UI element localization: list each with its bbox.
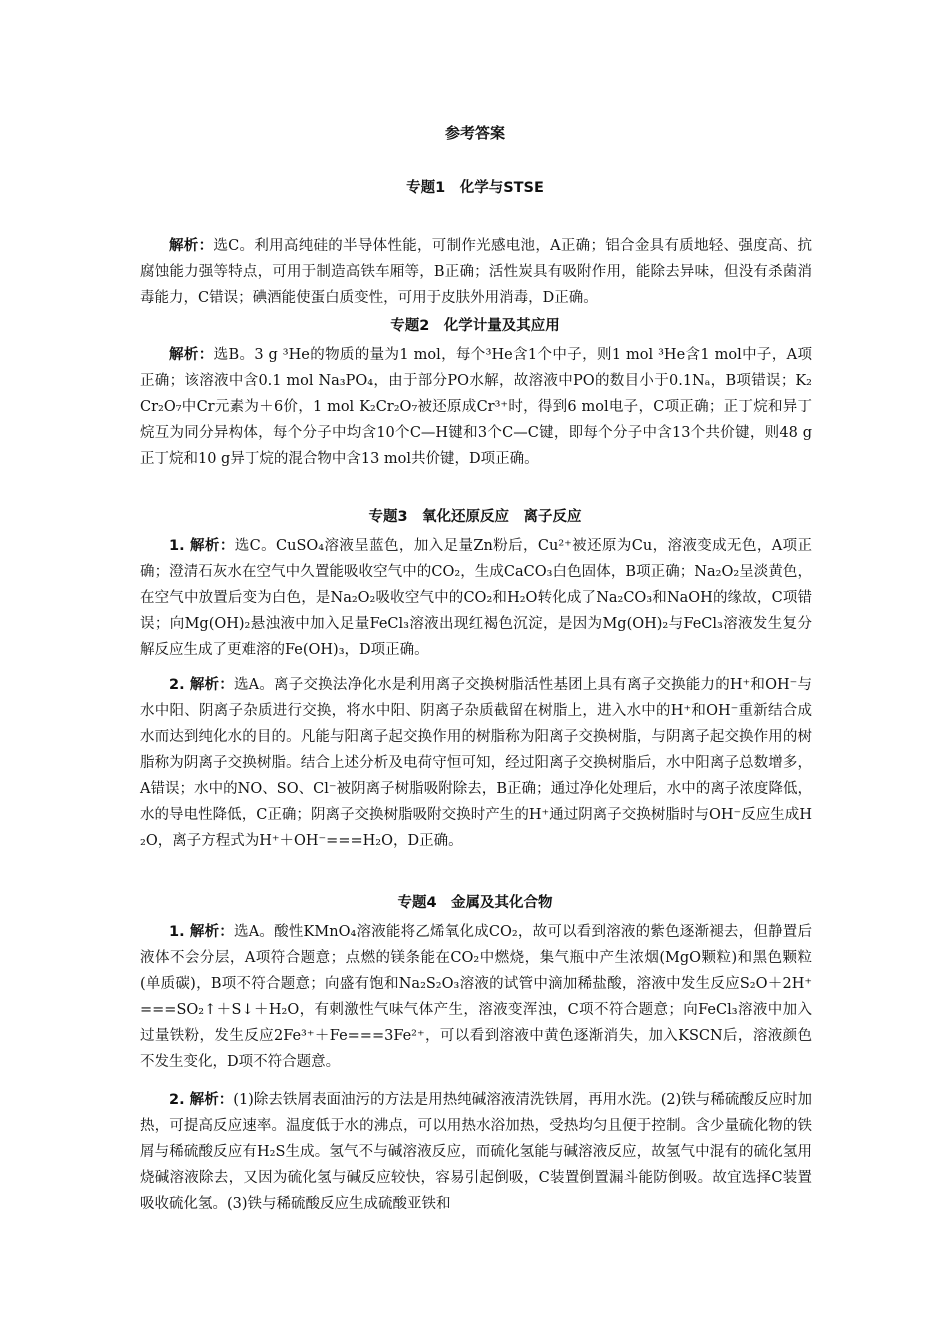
paragraph-lead: 2. 解析： bbox=[169, 1092, 234, 1108]
section-title: 专题2 化学计量及其应用 bbox=[390, 318, 560, 334]
section-title: 专题1 化学与STSE bbox=[406, 180, 544, 196]
paragraph-text: 选B。3 g ³He的物质的量为1 mol，每个³He含1个中子，则1 mol ³He含1 mol中子，A项正确；该溶液中含0.1 mol Na₃PO₄，由于部分PO水解，故溶液中PO的数目小于0.1Nₐ，B项错误；K₂Cr₂O₇中Cr元素为＋6价，1 mol K₂Cr₂O₇被还原成Cr³⁺时，得到6 mol电子，C项正确；正丁烷和异丁烷互为同分异构体，每个分子中均含10个C—H键和3个C—C键，即每个分子中含13个共价键，则48 g正丁烷和10 g异丁烷的混合物中含13 mol共价键，D项正确。 bbox=[140, 347, 812, 467]
paragraph-lead: 解析： bbox=[169, 347, 214, 363]
paragraph-text: 选A。酸性KMnO₄溶液能将乙烯氧化成CO₂，故可以看到溶液的紫色逐渐褪去，但静置后液体不会分层，A项符合题意；点燃的镁条能在CO₂中燃烧，集气瓶中产生浓烟(MgO颗粒)和黑色颗粒(单质碳)，B项不符合题意；向盛有饱和Na₂S₂O₃溶液的试管中滴加稀盐酸，溶液中发生反应S₂O＋2H⁺===SO₂↑＋S↓＋H₂O，有刺激性气味气体产生，溶液变浑浊，C项不符合题意；向FeCl₃溶液中加入过量铁粉，发生反应2Fe³⁺＋Fe===3Fe²⁺，可以看到溶液中黄色逐渐消失，加入KSCN后，溶液颜色不发生变化，D项不符合题意。 bbox=[140, 924, 812, 1070]
paragraph-text: (1)除去铁屑表面油污的方法是用热纯碱溶液清洗铁屑，再用水洗。(2)铁与稀硫酸反应时加热，可提高反应速率。温度低于水的沸点，可以用热水浴加热，受热均匀且便于控制。含少量硫化物的铁屑与稀硫酸反应有H₂S生成。氢气不与碱溶液反应，而硫化氢能与碱溶液反应，故氢气中混有的硫化氢用烧碱溶液除去，又因为硫化氢与碱反应较快，容易引起倒吸，C装置倒置漏斗能防倒吸。故宜选择C装置吸收硫化氢。(3)铁与稀硫酸反应生成硫酸亚铁和 bbox=[140, 1092, 813, 1212]
paragraph-text: 选A。离子交换法净化水是利用离子交换树脂活性基团上具有离子交换能力的H⁺和OH⁻与水中阳、阴离子杂质进行交换，将水中阳、阴离子杂质截留在树脂上，进入水中的H⁺和OH⁻重新结合成水而达到纯化水的目的。凡能与阳离子起交换作用的树脂称为阳离子交换树脂，与阴离子起交换作用的树脂称为阴离子交换树脂。结合上述分析及电荷守恒可知，经过阳离子交换树脂后，水中阳离子总数增多，A错误；水中的NO、SO、Cl⁻被阴离子树脂吸附除去，B正确；通过净化处理后，水中的离子浓度降低，水的导电性降低，C正确；阴离子交换树脂吸附交换时产生的H⁺通过阴离子交换树脂时与OH⁻反应生成H₂O，离子方程式为H⁺＋OH⁻===H₂O，D正确。 bbox=[140, 677, 812, 849]
paragraph-lead: 2. 解析： bbox=[169, 677, 234, 693]
paragraph bbox=[140, 533, 812, 663]
paragraph-lead: 1. 解析： bbox=[169, 538, 235, 554]
paragraph-text: 选C。利用高纯硅的半导体性能，可制作光感电池，A正确；铝合金具有质地轻、强度高、抗腐蚀能力强等特点，可用于制造高铁车厢等，B正确；活性炭具有吸附作用，能除去异味，但没有杀菌消毒能力，C错误；碘酒能使蛋白质变性，可用于皮肤外用消毒，D正确。 bbox=[140, 238, 813, 306]
paragraph bbox=[140, 1087, 812, 1217]
paragraph-lead: 1. 解析： bbox=[169, 924, 235, 940]
section-title: 专题3 氧化还原反应 离子反应 bbox=[368, 509, 582, 525]
paragraph bbox=[140, 342, 812, 472]
paragraph-text: 选C。CuSO₄溶液呈蓝色，加入足量Zn粉后，Cu²⁺被还原为Cu，溶液变成无色，A项正确；澄清石灰水在空气中久置能吸收空气中的CO₂，生成CaCO₃白色固体，B项正确；Na₂O₂呈淡黄色，在空气中放置后变为白色，是Na₂O₂吸收空气中的CO₂和H₂O转化成了Na₂CO₃和NaOH的缘故，C项错误；向Mg(OH)₂悬浊液中加入足量FeCl₃溶液出现红褐色沉淀，是因为Mg(OH)₂与FeCl₃溶液发生复分解反应生成了更难溶的Fe(OH)₃，D项正确。 bbox=[140, 538, 812, 658]
paragraph bbox=[140, 233, 812, 311]
paragraph-lead: 解析： bbox=[169, 238, 214, 254]
paragraph bbox=[140, 672, 812, 854]
page-title: 参考答案 bbox=[444, 124, 505, 142]
paragraph bbox=[140, 919, 812, 1075]
section-title: 专题4 金属及其化合物 bbox=[397, 895, 553, 911]
